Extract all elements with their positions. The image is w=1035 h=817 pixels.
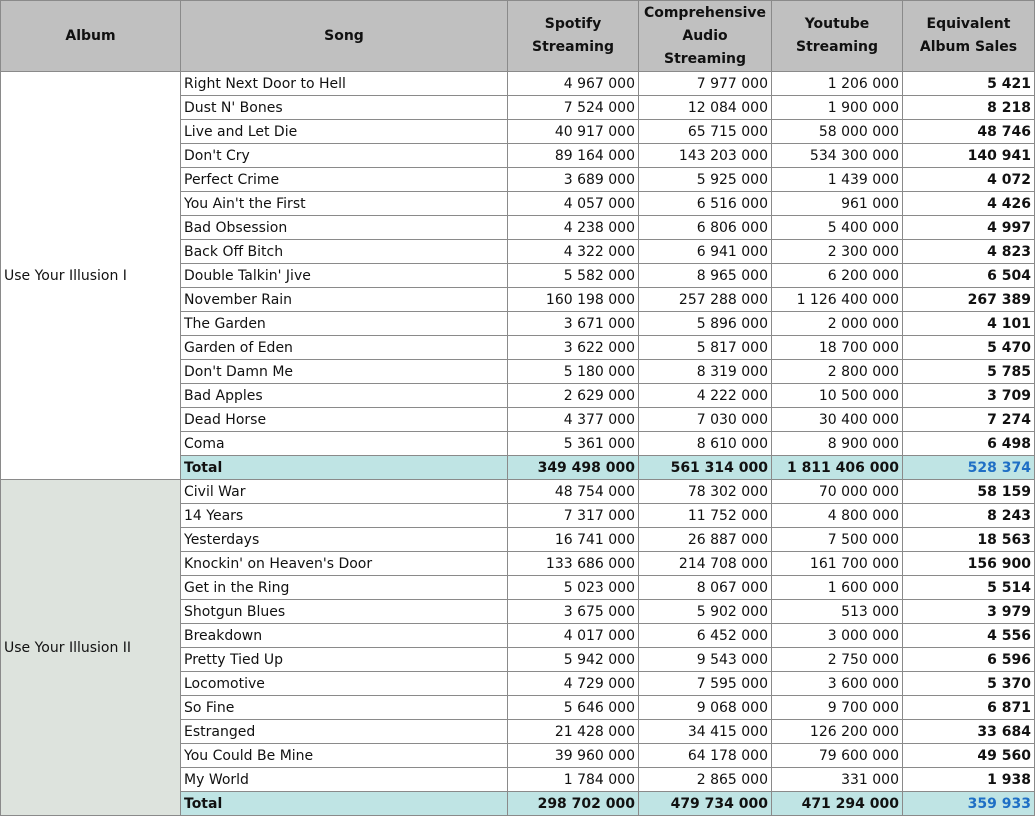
audio-cell: 8 610 000 bbox=[639, 432, 772, 456]
spotify-cell: 3 689 000 bbox=[508, 168, 639, 192]
album-name-cell: Use Your Illusion II bbox=[1, 480, 181, 816]
album-name-cell: Use Your Illusion I bbox=[1, 72, 181, 480]
audio-cell: 7 030 000 bbox=[639, 408, 772, 432]
total-label-cell: Total bbox=[181, 792, 508, 816]
spotify-cell: 39 960 000 bbox=[508, 744, 639, 768]
audio-cell: 78 302 000 bbox=[639, 480, 772, 504]
youtube-cell: 4 800 000 bbox=[772, 504, 903, 528]
spotify-cell: 2 629 000 bbox=[508, 384, 639, 408]
youtube-cell: 7 500 000 bbox=[772, 528, 903, 552]
song-cell: Locomotive bbox=[181, 672, 508, 696]
total-audio-cell: 561 314 000 bbox=[639, 456, 772, 480]
eas-cell: 5 470 bbox=[903, 336, 1035, 360]
song-cell: Don't Cry bbox=[181, 144, 508, 168]
eas-cell: 3 709 bbox=[903, 384, 1035, 408]
youtube-cell: 5 400 000 bbox=[772, 216, 903, 240]
song-cell: Estranged bbox=[181, 720, 508, 744]
youtube-cell: 961 000 bbox=[772, 192, 903, 216]
spotify-cell: 3 622 000 bbox=[508, 336, 639, 360]
audio-cell: 214 708 000 bbox=[639, 552, 772, 576]
spotify-cell: 40 917 000 bbox=[508, 120, 639, 144]
song-cell: Civil War bbox=[181, 480, 508, 504]
song-cell: Shotgun Blues bbox=[181, 600, 508, 624]
eas-cell: 5 421 bbox=[903, 72, 1035, 96]
spotify-cell: 7 317 000 bbox=[508, 504, 639, 528]
spotify-cell: 5 646 000 bbox=[508, 696, 639, 720]
song-cell: Garden of Eden bbox=[181, 336, 508, 360]
song-cell: Live and Let Die bbox=[181, 120, 508, 144]
song-cell: Breakdown bbox=[181, 624, 508, 648]
eas-cell: 4 997 bbox=[903, 216, 1035, 240]
song-cell: Right Next Door to Hell bbox=[181, 72, 508, 96]
audio-cell: 64 178 000 bbox=[639, 744, 772, 768]
song-cell: Back Off Bitch bbox=[181, 240, 508, 264]
spotify-cell: 4 967 000 bbox=[508, 72, 639, 96]
total-label-cell: Total bbox=[181, 456, 508, 480]
song-cell: Knockin' on Heaven's Door bbox=[181, 552, 508, 576]
song-cell: The Garden bbox=[181, 312, 508, 336]
eas-cell: 267 389 bbox=[903, 288, 1035, 312]
youtube-cell: 2 300 000 bbox=[772, 240, 903, 264]
youtube-cell: 534 300 000 bbox=[772, 144, 903, 168]
total-spotify-cell: 298 702 000 bbox=[508, 792, 639, 816]
eas-cell: 1 938 bbox=[903, 768, 1035, 792]
table-row bbox=[1, 72, 1035, 96]
spotify-cell: 89 164 000 bbox=[508, 144, 639, 168]
youtube-cell: 2 000 000 bbox=[772, 312, 903, 336]
youtube-cell: 6 200 000 bbox=[772, 264, 903, 288]
table-row bbox=[1, 480, 1035, 504]
youtube-cell: 161 700 000 bbox=[772, 552, 903, 576]
audio-cell: 6 941 000 bbox=[639, 240, 772, 264]
song-cell: My World bbox=[181, 768, 508, 792]
youtube-cell: 1 600 000 bbox=[772, 576, 903, 600]
audio-cell: 11 752 000 bbox=[639, 504, 772, 528]
youtube-cell: 18 700 000 bbox=[772, 336, 903, 360]
audio-cell: 6 452 000 bbox=[639, 624, 772, 648]
eas-cell: 4 101 bbox=[903, 312, 1035, 336]
audio-cell: 65 715 000 bbox=[639, 120, 772, 144]
audio-cell: 34 415 000 bbox=[639, 720, 772, 744]
audio-cell: 6 516 000 bbox=[639, 192, 772, 216]
audio-cell: 8 319 000 bbox=[639, 360, 772, 384]
spotify-cell: 133 686 000 bbox=[508, 552, 639, 576]
song-cell: Bad Obsession bbox=[181, 216, 508, 240]
spotify-cell: 4 238 000 bbox=[508, 216, 639, 240]
audio-cell: 2 865 000 bbox=[639, 768, 772, 792]
header-audio: Comprehensive Audio Streaming bbox=[639, 1, 772, 72]
spotify-cell: 4 017 000 bbox=[508, 624, 639, 648]
spotify-cell: 7 524 000 bbox=[508, 96, 639, 120]
song-cell: Yesterdays bbox=[181, 528, 508, 552]
audio-cell: 26 887 000 bbox=[639, 528, 772, 552]
spotify-cell: 5 942 000 bbox=[508, 648, 639, 672]
header-album: Album bbox=[1, 1, 181, 72]
audio-cell: 5 925 000 bbox=[639, 168, 772, 192]
youtube-cell: 70 000 000 bbox=[772, 480, 903, 504]
spotify-cell: 16 741 000 bbox=[508, 528, 639, 552]
spotify-cell: 3 675 000 bbox=[508, 600, 639, 624]
audio-cell: 4 222 000 bbox=[639, 384, 772, 408]
youtube-cell: 1 439 000 bbox=[772, 168, 903, 192]
eas-cell: 6 871 bbox=[903, 696, 1035, 720]
eas-cell: 6 504 bbox=[903, 264, 1035, 288]
song-cell: You Could Be Mine bbox=[181, 744, 508, 768]
spotify-cell: 48 754 000 bbox=[508, 480, 639, 504]
header-song: Song bbox=[181, 1, 508, 72]
total-audio-cell: 479 734 000 bbox=[639, 792, 772, 816]
audio-cell: 12 084 000 bbox=[639, 96, 772, 120]
song-cell: 14 Years bbox=[181, 504, 508, 528]
song-cell: You Ain't the First bbox=[181, 192, 508, 216]
total-eas-cell: 359 933 bbox=[903, 792, 1035, 816]
spotify-cell: 4 729 000 bbox=[508, 672, 639, 696]
eas-cell: 5 370 bbox=[903, 672, 1035, 696]
youtube-cell: 79 600 000 bbox=[772, 744, 903, 768]
song-cell: Don't Damn Me bbox=[181, 360, 508, 384]
youtube-cell: 1 900 000 bbox=[772, 96, 903, 120]
spotify-cell: 4 322 000 bbox=[508, 240, 639, 264]
eas-cell: 5 514 bbox=[903, 576, 1035, 600]
total-spotify-cell: 349 498 000 bbox=[508, 456, 639, 480]
eas-cell: 8 218 bbox=[903, 96, 1035, 120]
eas-cell: 6 596 bbox=[903, 648, 1035, 672]
header-spotify: Spotify Streaming bbox=[508, 1, 639, 72]
spotify-cell: 3 671 000 bbox=[508, 312, 639, 336]
total-youtube-cell: 471 294 000 bbox=[772, 792, 903, 816]
table-header bbox=[1, 1, 1035, 72]
audio-cell: 6 806 000 bbox=[639, 216, 772, 240]
song-cell: Bad Apples bbox=[181, 384, 508, 408]
eas-cell: 8 243 bbox=[903, 504, 1035, 528]
youtube-cell: 10 500 000 bbox=[772, 384, 903, 408]
spotify-cell: 5 180 000 bbox=[508, 360, 639, 384]
youtube-cell: 3 600 000 bbox=[772, 672, 903, 696]
youtube-cell: 2 800 000 bbox=[772, 360, 903, 384]
song-cell: So Fine bbox=[181, 696, 508, 720]
audio-cell: 9 543 000 bbox=[639, 648, 772, 672]
total-eas-cell: 528 374 bbox=[903, 456, 1035, 480]
eas-cell: 4 823 bbox=[903, 240, 1035, 264]
eas-cell: 156 900 bbox=[903, 552, 1035, 576]
youtube-cell: 1 126 400 000 bbox=[772, 288, 903, 312]
audio-cell: 5 902 000 bbox=[639, 600, 772, 624]
spotify-cell: 5 023 000 bbox=[508, 576, 639, 600]
youtube-cell: 331 000 bbox=[772, 768, 903, 792]
youtube-cell: 3 000 000 bbox=[772, 624, 903, 648]
audio-cell: 7 595 000 bbox=[639, 672, 772, 696]
audio-cell: 5 896 000 bbox=[639, 312, 772, 336]
song-cell: November Rain bbox=[181, 288, 508, 312]
eas-cell: 33 684 bbox=[903, 720, 1035, 744]
eas-cell: 49 560 bbox=[903, 744, 1035, 768]
audio-cell: 8 067 000 bbox=[639, 576, 772, 600]
eas-cell: 4 072 bbox=[903, 168, 1035, 192]
audio-cell: 257 288 000 bbox=[639, 288, 772, 312]
song-cell: Perfect Crime bbox=[181, 168, 508, 192]
spotify-cell: 1 784 000 bbox=[508, 768, 639, 792]
audio-cell: 7 977 000 bbox=[639, 72, 772, 96]
youtube-cell: 513 000 bbox=[772, 600, 903, 624]
song-cell: Pretty Tied Up bbox=[181, 648, 508, 672]
youtube-cell: 9 700 000 bbox=[772, 696, 903, 720]
eas-cell: 4 556 bbox=[903, 624, 1035, 648]
spotify-cell: 21 428 000 bbox=[508, 720, 639, 744]
eas-cell: 140 941 bbox=[903, 144, 1035, 168]
audio-cell: 8 965 000 bbox=[639, 264, 772, 288]
youtube-cell: 2 750 000 bbox=[772, 648, 903, 672]
table-body bbox=[1, 72, 1035, 816]
song-cell: Dust N' Bones bbox=[181, 96, 508, 120]
youtube-cell: 58 000 000 bbox=[772, 120, 903, 144]
youtube-cell: 126 200 000 bbox=[772, 720, 903, 744]
youtube-cell: 8 900 000 bbox=[772, 432, 903, 456]
spotify-cell: 4 377 000 bbox=[508, 408, 639, 432]
audio-cell: 9 068 000 bbox=[639, 696, 772, 720]
header-row bbox=[1, 1, 1035, 72]
eas-cell: 7 274 bbox=[903, 408, 1035, 432]
song-cell: Double Talkin' Jive bbox=[181, 264, 508, 288]
youtube-cell: 1 206 000 bbox=[772, 72, 903, 96]
eas-cell: 6 498 bbox=[903, 432, 1035, 456]
eas-cell: 5 785 bbox=[903, 360, 1035, 384]
youtube-cell: 30 400 000 bbox=[772, 408, 903, 432]
audio-cell: 5 817 000 bbox=[639, 336, 772, 360]
eas-cell: 58 159 bbox=[903, 480, 1035, 504]
song-cell: Dead Horse bbox=[181, 408, 508, 432]
spotify-cell: 5 582 000 bbox=[508, 264, 639, 288]
audio-cell: 143 203 000 bbox=[639, 144, 772, 168]
song-cell: Get in the Ring bbox=[181, 576, 508, 600]
eas-cell: 3 979 bbox=[903, 600, 1035, 624]
spotify-cell: 4 057 000 bbox=[508, 192, 639, 216]
spotify-cell: 5 361 000 bbox=[508, 432, 639, 456]
eas-cell: 18 563 bbox=[903, 528, 1035, 552]
spotify-cell: 160 198 000 bbox=[508, 288, 639, 312]
song-cell: Coma bbox=[181, 432, 508, 456]
header-eas: Equivalent Album Sales bbox=[903, 1, 1035, 72]
total-youtube-cell: 1 811 406 000 bbox=[772, 456, 903, 480]
header-youtube: Youtube Streaming bbox=[772, 1, 903, 72]
eas-cell: 48 746 bbox=[903, 120, 1035, 144]
eas-cell: 4 426 bbox=[903, 192, 1035, 216]
